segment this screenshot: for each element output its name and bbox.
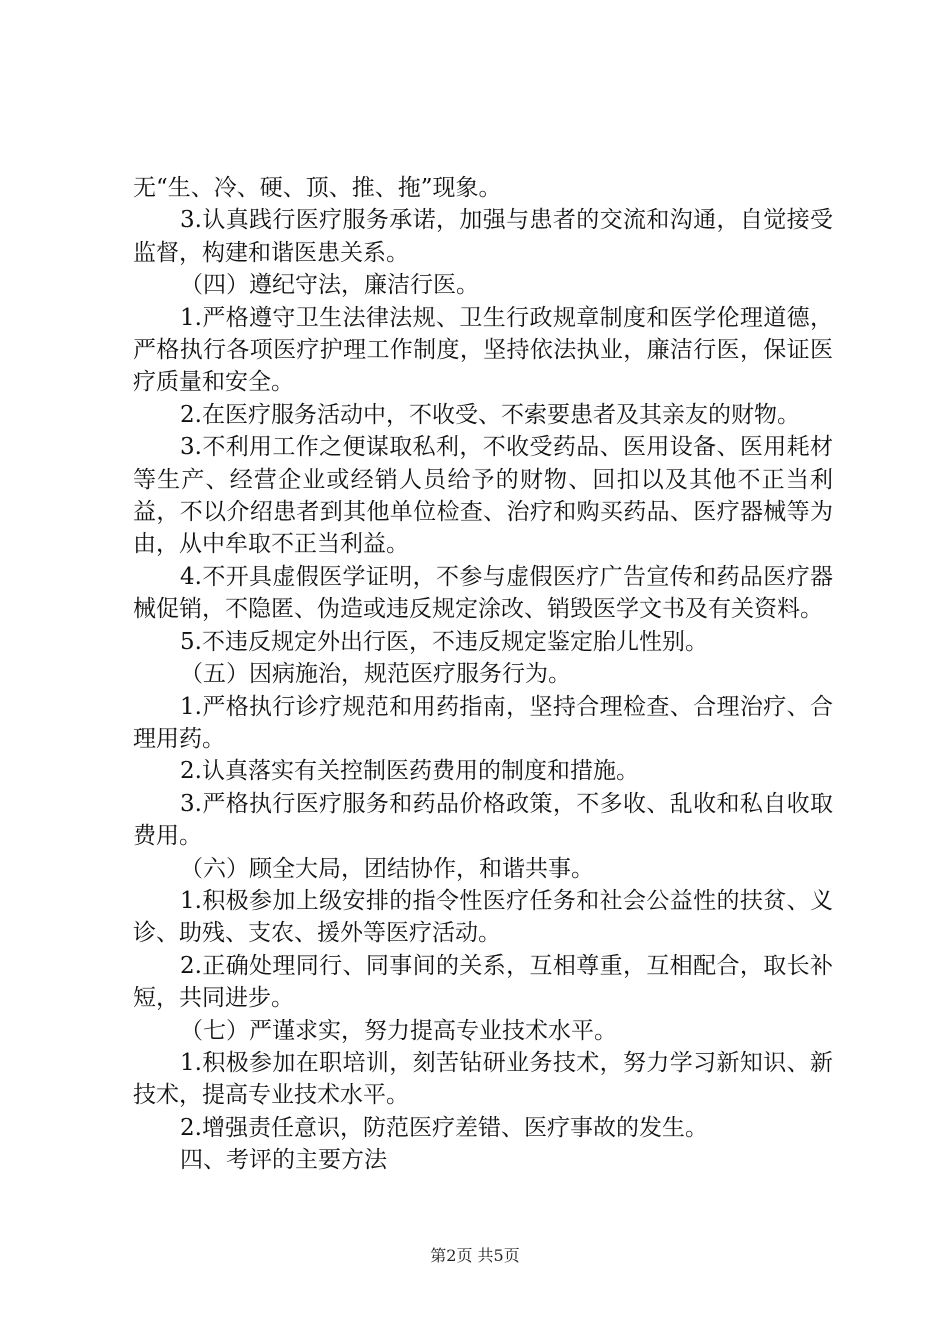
section-heading: 四、考评的主要方法: [180, 1147, 387, 1174]
paragraph: 4.不开具虚假医学证明，不参与虚假医疗广告宣传和药品医疗器械促销，不隐匿、伪造或违反规定涂改、销毁医学文书及有关资料。: [133, 563, 833, 623]
section-heading: （七）严谨求实，努力提高专业技术水平。: [180, 1017, 617, 1044]
paragraph: 无“生、冷、硬、顶、推、拖”现象。: [133, 175, 502, 201]
paragraph: 2.在医疗服务活动中，不收受、不索要患者及其亲友的财物。: [180, 401, 800, 428]
paragraph: 2.增强责任意识，防范医疗差错、医疗事故的发生。: [180, 1114, 708, 1141]
paragraph: 3.认真践行医疗服务承诺，加强与患者的交流和沟通，自觉接受监督，构建和谐医患关系。: [133, 207, 833, 266]
paragraph: 1.积极参加在职培训，刻苦钻研业务技术，努力学习新知识、新技术，提高专业技术水平。: [133, 1049, 833, 1109]
paragraph: 2.正确处理同行、同事间的关系，互相尊重，互相配合，取长补短，共同进步。: [133, 952, 833, 1012]
paragraph: 1.积极参加上级安排的指令性医疗任务和社会公益性的扶贫、义诊、助残、支农、援外等医疗活动。: [133, 887, 833, 947]
section-heading: （五）因病施治，规范医疗服务行为。: [180, 661, 571, 688]
section-heading: （六）顾全大局，团结协作，和谐共事。: [180, 855, 594, 882]
paragraph: 5.不违反规定外出行医，不违反规定鉴定胎儿性别。: [180, 628, 708, 655]
paragraph: 1.严格遵守卫生法律法规、卫生行政规章制度和医学伦理道德，严格执行各项医疗护理工作制度，坚持依法执业，廉洁行医，保证医疗质量和安全。: [133, 304, 833, 396]
section-heading: （四）遵纪守法，廉洁行医。: [180, 272, 479, 299]
paragraph: 1.严格执行诊疗规范和用药指南，坚持合理检查、合理治疗、合理用药。: [133, 693, 833, 752]
paragraph: 3.不利用工作之便谋取私利，不收受药品、医用设备、医用耗材等生产、经营企业或经销人员给予的财物、回扣以及其他不正当利益，不以介绍患者到其他单位检查、治疗和购买药品、医疗器械等为由，从中牟取不正当利益。: [133, 434, 833, 558]
paragraph: 3.严格执行医疗服务和药品价格政策，不多收、乱收和私自收取费用。: [133, 790, 833, 850]
paragraph: 2.认真落实有关控制医药费用的制度和措施。: [180, 758, 639, 785]
page-footer: 第2页 共5页: [430, 1246, 520, 1265]
document-body: [133, 172, 833, 1177]
